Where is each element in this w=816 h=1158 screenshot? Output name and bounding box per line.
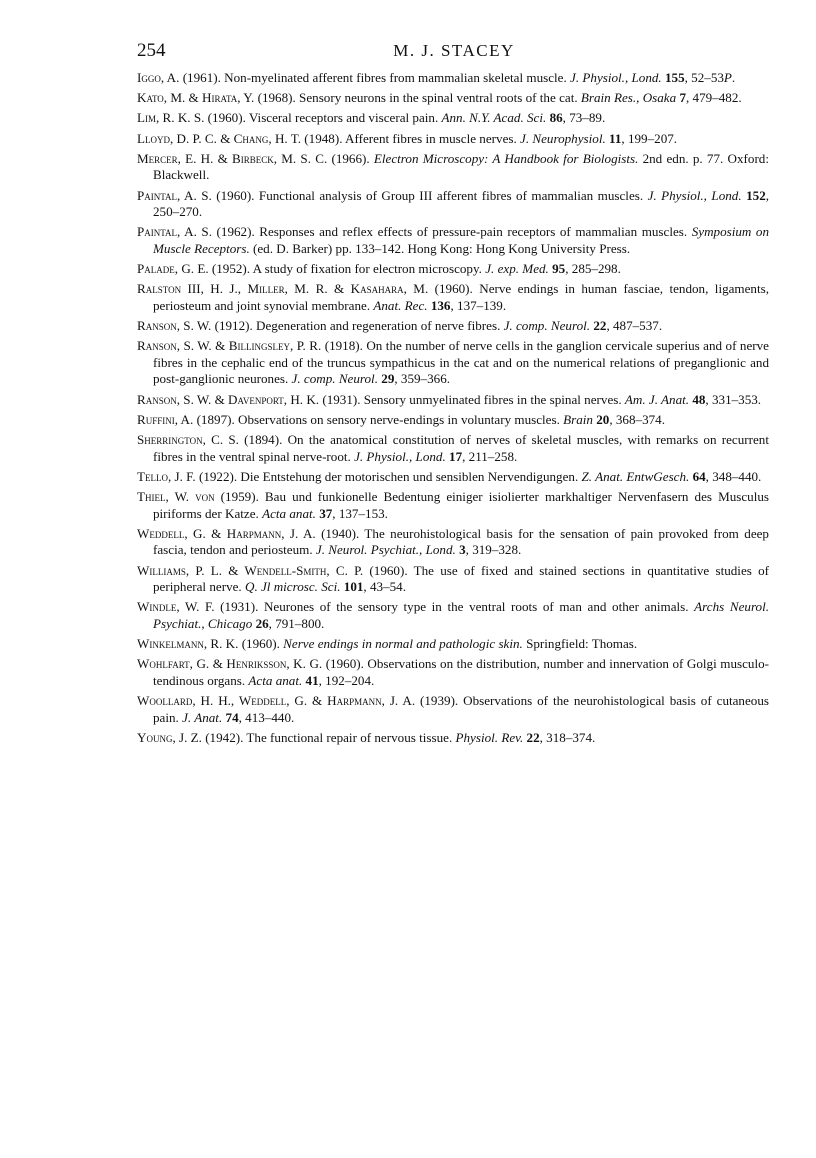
reference-pages: , 73–89.	[562, 110, 606, 126]
reference-page-suffix: P	[723, 70, 732, 85]
reference-pages: Springfield: Thomas.	[522, 636, 638, 652]
reference-pages: , 211–258.	[462, 448, 518, 464]
reference-pages: , 791–800.	[268, 615, 325, 631]
reference-journal: Nerve endings in normal and pathologic skin.	[283, 636, 523, 652]
reference-volume: 48	[692, 391, 706, 407]
reference-volume: 152	[746, 187, 766, 203]
reference-entry	[137, 261, 769, 278]
reference-pages: , 348–440.	[705, 468, 762, 484]
reference-text: (1966).	[327, 150, 374, 166]
reference-entry	[137, 469, 769, 486]
reference-text: (1894). On the anatomical constitution of nerves of skeletal muscles, with remarks on recurrent fibres in the ventral spinal nerve-root.	[153, 432, 769, 464]
reference-authors: Sherrington, C. S.	[137, 432, 239, 447]
reference-authors: Windle, W. F.	[137, 599, 215, 615]
reference-volume: 95	[552, 261, 566, 277]
reference-journal: J. Physiol., Lond.	[354, 448, 446, 464]
reference-authors: Paintal, A. S.	[137, 187, 212, 203]
reference-authors: Paintal, A. S.	[137, 224, 212, 240]
reference-entry	[137, 131, 769, 148]
reference-entry	[137, 70, 769, 87]
reference-journal: Electron Microscopy: A Handbook for Biologists.	[373, 150, 639, 166]
reference-entry	[137, 318, 769, 335]
reference-authors: Tello, J. F.	[137, 468, 196, 484]
reference-entry	[137, 730, 769, 747]
reference-pages: , 479–482.	[686, 90, 742, 106]
reference-authors: Palade, G. E.	[137, 261, 209, 277]
reference-authors: Young, J. Z.	[137, 729, 202, 745]
reference-volume: 20	[596, 411, 610, 427]
reference-volume: 74	[225, 709, 239, 725]
reference-journal: Brain	[563, 411, 593, 427]
reference-journal: Z. Anat. EntwGesch.	[581, 468, 690, 484]
page-number: 254	[137, 40, 166, 61]
reference-text: (1959). Bau und funkionelle Bedentung einiger isiolierter markhaltiger Nervenfasern des Musculus piriforms der Katze.	[153, 488, 769, 521]
reference-text: (1942). The functional repair of nervous tissue.	[201, 729, 456, 745]
reference-journal: J. exp. Med.	[485, 261, 549, 277]
reference-text: (1960). The use of fixed and stained sections in quantitative studies of peripheral nerve.	[153, 562, 769, 595]
reference-journal: J. comp. Neurol.	[503, 318, 591, 334]
reference-pages: , 487–537.	[606, 318, 663, 334]
reference-entry	[137, 656, 769, 689]
reference-pages: 2nd edn. p. 77. Oxford: Blackwell.	[153, 150, 769, 183]
reference-text: (1960). Nerve endings in human fasciae, tendon, ligaments, periosteum and joint synovial membrane.	[153, 281, 769, 313]
reference-text: (1960). Visceral receptors and visceral pain.	[204, 110, 442, 126]
reference-volume: 17	[449, 448, 463, 464]
reference-volume: 155	[664, 70, 685, 85]
reference-volume: 101	[343, 579, 364, 595]
reference-authors: Kato, M. & Hirata, Y.	[137, 90, 255, 106]
reference-journal: Brain Res., Osaka	[580, 90, 677, 106]
reference-text: (1931). Sensory unmyelinated fibres in the spinal nerves.	[319, 391, 625, 407]
reference-entry	[137, 110, 769, 127]
reference-journal: Archs Neurol. Psychiat., Chicago	[153, 599, 770, 631]
reference-entry	[137, 392, 769, 409]
reference-volume: 64	[692, 468, 706, 484]
reference-pages: , 285–298.	[565, 261, 621, 277]
reference-journal: Symposium on Muscle Receptors.	[153, 224, 770, 256]
reference-entry	[137, 224, 769, 257]
reference-text: (1939). Observations of the neurohistological basis of cutaneous pain.	[153, 693, 769, 725]
reference-entry	[137, 693, 769, 726]
reference-journal: J. Neurol. Psychiat., Lond.	[315, 542, 456, 558]
reference-text: (1922). Die Entstehung der motorischen und sensiblen Nervendigungen.	[195, 468, 582, 484]
reference-volume: 22	[526, 729, 540, 745]
reference-authors: Ranson, S. W. & Billingsley, P. R.	[137, 338, 322, 354]
reference-journal: J. Anat.	[182, 709, 223, 725]
reference-journal: J. Neurophysiol.	[520, 130, 606, 146]
reference-pages: , 43–54.	[363, 579, 406, 595]
reference-journal: J. Physiol., Lond.	[647, 187, 742, 203]
reference-pages: , 331–353.	[705, 391, 762, 407]
reference-volume: 26	[255, 615, 269, 631]
reference-pages: , 318–374.	[539, 729, 596, 745]
reference-entry	[137, 526, 769, 559]
reference-text: (1952). A study of fixation for electron microscopy.	[208, 261, 486, 277]
reference-pages: (ed. D. Barker) pp. 133–142. Hong Kong: Hong Kong University Press.	[249, 240, 631, 256]
reference-volume: 22	[593, 318, 607, 334]
reference-authors: Wohlfart, G. & Henriksson, K. G.	[137, 656, 323, 672]
reference-entry	[137, 432, 769, 465]
reference-authors: Ruffini, A.	[137, 411, 194, 427]
reference-volume: 136	[430, 297, 451, 313]
reference-text: (1918). On the number of nerve cells in the ganglion cervicale superius and of nerve fibres in the cephalic end of the truncus sympathicus in the cat and on the numerical relations of preganglionic and post-ganglionic neurones.	[153, 338, 769, 387]
reference-authors: Ralston III, H. J., Miller, M. R. & Kasahara, M.	[137, 281, 429, 297]
reference-journal: Physiol. Rev.	[455, 729, 524, 745]
reference-pages: , 137–139.	[450, 297, 507, 313]
running-head: M. J. STACEY	[393, 41, 515, 60]
reference-pages: , 413–440.	[238, 709, 295, 725]
reference-authors: Ranson, S. W. & Davenport, H. K.	[137, 391, 320, 407]
reference-journal: J. comp. Neurol.	[291, 371, 378, 387]
reference-authors: Winkelmann, R. K.	[137, 636, 239, 652]
reference-authors: Williams, P. L. & Wendell-Smith, C. P.	[137, 562, 364, 578]
reference-text: (1960). Functional analysis of Group III afferent fibres of mammalian muscles.	[211, 187, 648, 203]
reference-entry	[137, 563, 769, 596]
reference-entry	[137, 489, 769, 522]
reference-journal: Acta anat.	[262, 505, 316, 521]
reference-journal: J. Physiol., Lond.	[570, 70, 662, 85]
reference-text: (1962). Responses and reflex effects of pressure-pain receptors of mammalian muscles.	[211, 224, 692, 240]
reference-entry	[137, 636, 769, 653]
reference-journal: Am. J. Anat.	[624, 391, 690, 407]
reference-pages: , 359–366.	[394, 371, 451, 387]
reference-volume: 29	[381, 371, 395, 387]
page-header	[137, 40, 771, 66]
reference-text: (1960). Observations on the distribution, number and innervation of Golgi musculo-tendinous organs.	[153, 656, 769, 688]
reference-pages: , 368–374.	[609, 411, 665, 427]
reference-volume: 3	[459, 542, 466, 558]
reference-pages: , 52–53	[684, 70, 724, 85]
reference-text: (1948). Afferent fibres in muscle nerves.	[301, 130, 521, 146]
reference-text: (1968). Sensory neurons in the spinal ventral roots of the cat.	[254, 90, 581, 106]
reference-text: (1912). Degeneration and regeneration of nerve fibres.	[211, 318, 504, 334]
reference-authors: Lloyd, D. P. C. & Chang, H. T.	[137, 130, 302, 146]
reference-journal: Anat. Rec.	[373, 297, 428, 313]
reference-authors: Thiel, W. von	[137, 488, 215, 504]
reference-pages: , 192–204.	[318, 672, 375, 688]
reference-text: (1940). The neurohistological basis for the sensation of pain provoked from deep fascia, tendon and periosteum.	[153, 525, 769, 558]
reference-pages: , 319–328.	[465, 542, 522, 558]
reference-entry	[137, 90, 769, 107]
reference-entry	[137, 412, 769, 429]
reference-entry	[137, 188, 769, 221]
reference-pages: , 199–207.	[621, 130, 678, 146]
reference-entry	[137, 338, 769, 388]
reference-volume: 37	[319, 505, 333, 521]
reference-entry	[137, 151, 769, 184]
reference-authors: Iggo, A.	[137, 70, 180, 85]
reference-authors: Ranson, S. W.	[137, 318, 212, 334]
reference-pages: , 137–153.	[332, 505, 388, 521]
reference-list	[137, 70, 769, 750]
reference-entry	[137, 281, 769, 314]
reference-authors: Lim, R. K. S.	[137, 110, 205, 126]
reference-text: (1961). Non-myelinated afferent fibres from mammalian skeletal muscle.	[179, 70, 571, 85]
reference-end: .	[731, 70, 736, 85]
reference-text: (1897). Observations on sensory nerve-endings in voluntary muscles.	[193, 411, 564, 427]
reference-volume: 41	[305, 672, 319, 688]
reference-volume: 86	[549, 110, 563, 126]
reference-journal: Q. Jl microsc. Sci.	[244, 579, 341, 595]
reference-entry	[137, 599, 769, 632]
reference-pages: , 250–270.	[153, 187, 770, 220]
reference-authors: Weddell, G. & Harpmann, J. A.	[137, 525, 316, 541]
reference-text: (1960).	[238, 636, 284, 652]
reference-volume: 11	[609, 130, 622, 146]
reference-journal: Acta anat.	[248, 672, 303, 688]
reference-text: (1931). Neurones of the sensory type in the ventral roots of man and other animals.	[214, 599, 695, 615]
reference-journal: Ann. N.Y. Acad. Sci.	[441, 110, 547, 126]
reference-authors: Woollard, H. H., Weddell, G. & Harpmann, J. A.	[137, 693, 416, 709]
reference-authors: Mercer, E. H. & Birbeck, M. S. C.	[137, 150, 328, 166]
reference-volume: 7	[679, 90, 686, 106]
